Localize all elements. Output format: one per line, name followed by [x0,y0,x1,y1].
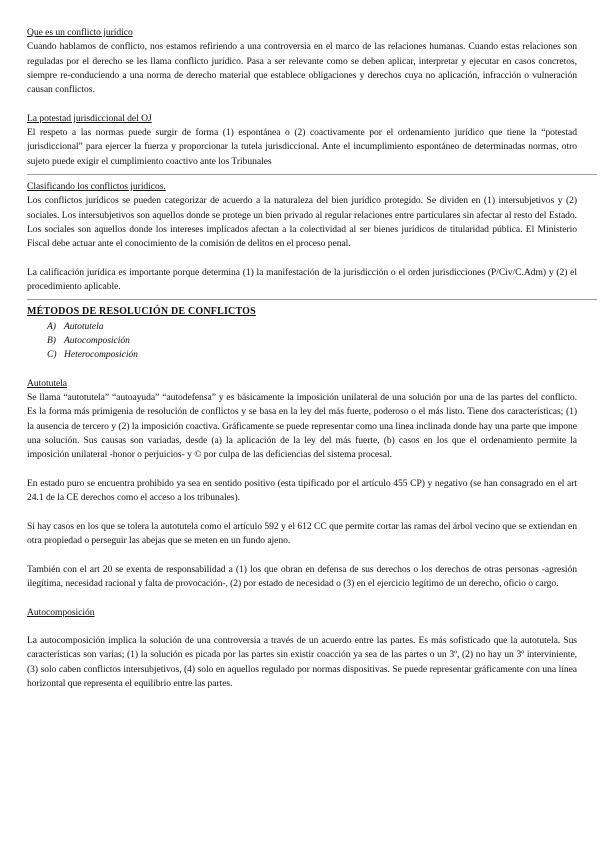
section-heading-autocomposicion: Autocomposición [27,606,95,618]
list-marker: C) [47,349,57,361]
section-heading-potestad: La potestad jurisdiccional del OJ [27,112,152,124]
paragraph-autotutela-1: Se llama “autotutela” “autoayuda” “autodefensa” y es básicamente la imposición unilateral de una solución por una de las partes del conflicto. Es la forma más primigenia de resolución de conflictos y se basa en la ley del más fuerte, poderoso o el más listo. Tiene dos características; (1) la ausencia de tercero y (2) la imposición coactiva. Gráficamente se puede representar como una línea inclinada donde hay una parte que impone una solución. Sus causas son variadas, desde (a) la aplicación de la ley del más fuerte, (b) casos en los que el ordenamiento permite la imposición unilateral -honor o perjuicios- y © por culpa de las deficiencias del sistema procesal. [27,392,577,461]
divider [27,174,597,175]
list-item-label: Autotutela [64,320,104,332]
list-item [27,334,577,348]
list-item-label: Heterocomposición [64,349,138,361]
section-heading-clasificando: Clasificando los conflictos jurídicos. [27,180,166,192]
list-item [27,348,577,362]
methods-list [27,320,577,363]
paragraph-clasificando: Los conflictos jurídicos se pueden categorizar de acuerdo a la naturaleza del bien jurídico protegido. Se dividen en (1) intersubjetivos y (2) sociales. Los intersubjetivos son aquellos donde se protege un bien privado al regular relaciones entre particulares sin afectar al resto del Estado. Los sociales son aquellos donde los intereses implicados afectan a la colectividad al ser bienes jurídicos de titularidad pública. El Ministerio Fiscal debe actuar ante el conocimiento de la comisión de delitos en el proceso penal. [27,195,577,250]
section-heading-metodos: MÉTODOS DE RESOLUCIÓN DE CONFLICTOS [27,306,256,318]
section-heading-conflicto: Que es un conflicto jurídico [27,27,133,38]
paragraph-autocomposicion: La autocomposición implica la solución de una controversia a través de un acuerdo entre las partes. Es más sofisticado que la autotutela. Sus características son varias; (1) la solución es picada por las partes sin existir coacción ya sea de las partes o un 3º, (2) no hay un 3º interviniente, (3) solo caben conflictos intersubjetivos, (4) solo en aquellos regulado por normas dispositivas. Se puede representar gráficamente con una línea horizontal que representa el equilibrio entre las partes. [27,635,577,690]
paragraph-calificacion: La calificación jurídica es importante porque determina (1) la manifestación de la jurisdicción o el orden jurisdicciones (P/Civ/C.Adm) y (2) el procedimiento aplicable. [27,266,577,293]
paragraph-autotutela-4: También con el art 20 se exenta de responsabilidad a (1) los que obran en defensa de sus derechos o los derechos de otras personas -agresión ilegítima, necesidad racional y falta de provocación-, (2) por estado de necesidad o (3) en el ejercicio legítimo de un derecho, oficio o cargo. [27,563,577,589]
paragraph-conflicto: Cuando hablamos de conflicto, nos estamos refiriendo a una controversia en el marco de las relaciones humanas. Cuando estas relaciones son reguladas por el derecho se les llama conflicto jurídico. Pasa a ser relevante como se deben aplicar, interpretar y ejecutar en casos concretos, siempre re-conduciendo a una norma de derecho material que establece obligaciones y derechos cuya no aplicación, infracción o vulneración causan conflictos. [27,41,577,96]
document-body [27,26,577,691]
list-marker: A) [47,320,56,332]
list-marker: B) [47,334,56,346]
section-heading-autotutela: Autotutela [27,377,67,389]
list-item-label: Autocomposición [64,334,130,346]
paragraph-potestad: El respeto a las normas puede surgir de forma (1) espontánea o (2) coactivamente por el ordenamiento jurídico que tiene la “potestad jurisdiccional” para ejercer la fuerza y proporcionar la tutela jurisdiccional. Ante el incumplimiento espontáneo de determinadas normas, otro sujeto puede exigir el cumplimiento coactivo ante los Tribunales [27,127,577,167]
list-item [27,320,577,334]
paragraph-autotutela-3: Si hay casos en los que se tolera la autotutela como el artículo 592 y el 612 CC que permite cortar las ramas del árbol vecino que se extiendan en otra propiedad o perseguir las abejas que se meten en un fundo ajeno. [27,520,577,547]
paragraph-autotutela-2: En estado puro se encuentra prohibido ya sea en sentido positivo (esta tipificado por el artículo 455 CP) y negativo (se han consagrado en el art 24.1 de la CE derechos como el acceso a los tribunales). [27,477,577,504]
divider [27,299,597,300]
